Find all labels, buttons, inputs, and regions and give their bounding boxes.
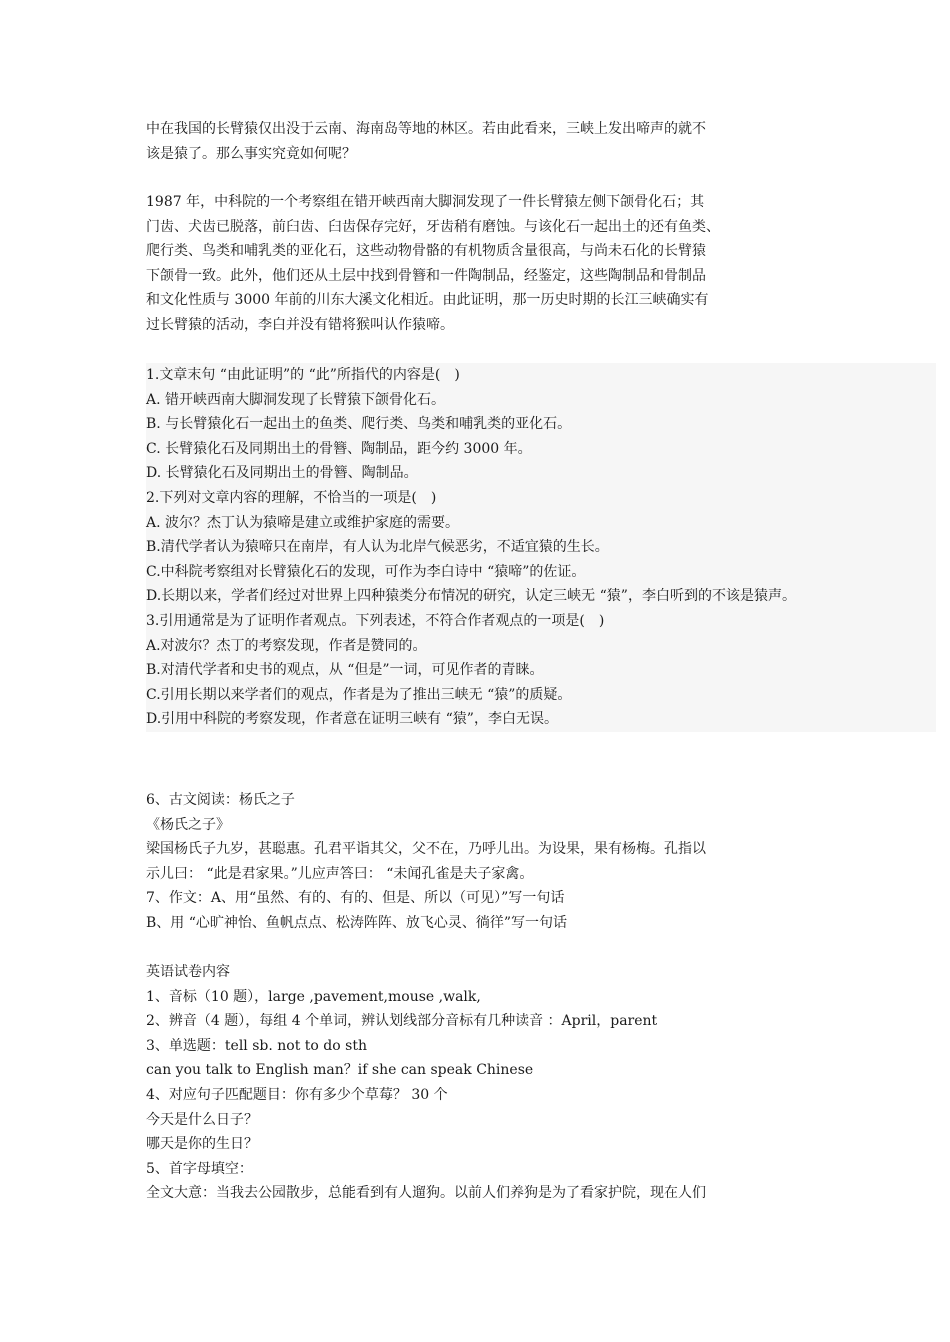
paragraph-line: 下颌骨一致。此外，他们还从土层中找到骨簪和一件陶制品，经鉴定，这些陶制品和骨制品 [146,267,706,284]
paragraph-line: 爬行类、鸟类和哺乳类的亚化石，这些动物骨骼的有机物质含量很高，与尚未石化的长臂猿 [146,243,706,260]
option-1c: C. 长臂猿化石及同期出土的骨簪、陶制品，距今约 3000 年。 [146,440,532,457]
question-section [146,363,936,732]
option-2d: D.长期以来，学者们经过对世界上四种猿类分布情况的研究，认定三峡无 “猿”，李白听到的不该是猿声。 [146,588,796,605]
question-2: 2.下列对文章内容的理解，不恰当的一项是( ) [146,489,437,506]
list-item: 全文大意：当我去公园散步，总能看到有人遛狗。以前人们养狗是为了看家护院，现在人们 [146,1185,706,1202]
paragraph-line: 门齿、犬齿已脱落，前臼齿、臼齿保存完好，牙齿稍有磨蚀。与该化石一起出土的还有鱼类、 [146,218,720,235]
paragraph-line: 过长臂猿的活动，李白并没有错将猴叫认作猿啼。 [146,316,454,333]
classical-reading-section [146,788,936,936]
question-1: 1.文章末句 “由此证明”的 “此”所指代的内容是( ) [146,367,460,383]
list-item: 哪天是你的生日？ [146,1136,258,1153]
question-3: 3.引用通常是为了证明作者观点。下列表述，不符合作者观点的一项是( ) [146,612,605,629]
option-3d: D.引用中科院的考察发现，作者意在证明三峡有 “猿”，李白无误。 [146,711,558,728]
option-1b: B. 与长臂猿化石一起出土的鱼类、爬行类、鸟类和哺乳类的亚化石。 [146,416,572,433]
passage-intro [146,117,936,166]
composition-item-a: 7、作文：A、用“虽然、有的、有的、但是、所以（可见）”写一句话 [146,890,565,907]
paragraph-line: 示儿曰： “此是君家果。”儿应声答曰： “未闻孔雀是夫子家禽。 [146,865,534,882]
section-heading: 英语试卷内容 [146,964,230,980]
option-3a: A.对波尔？杰丁的考察发现，作者是赞同的。 [146,637,427,654]
option-2c: C.中科院考察组对长臂猿化石的发现，可作为李白诗中 “猿啼”的佐证。 [146,563,586,580]
list-item: 今天是什么日子？ [146,1111,258,1128]
option-2a: A. 波尔？杰丁认为猿啼是建立或维护家庭的需要。 [146,514,460,531]
option-1a: A. 错开峡西南大脚洞发现了长臂猿下颌骨化石。 [146,391,446,408]
list-item: 3、单选题：tell sb. not to do sth [146,1037,367,1054]
list-item: 2、辨音（4 题），每组 4 个单词，辨认划线部分音标有几种读音 ：April，parent [146,1013,658,1030]
option-3c: C.引用长期以来学者们的观点，作者是为了推出三峡无 “猿”的质疑。 [146,686,572,703]
list-item: 5、首字母填空： [146,1160,253,1177]
paragraph-line: 1987 年，中科院的一个考察组在错开峡西南大脚洞发现了一件长臂猿左侧下颌骨化石；其 [146,194,705,210]
section-heading: 6、古文阅读：杨氏之子 [146,792,295,808]
passage-fossil-discovery [146,190,936,338]
paragraph-line: 和文化性质与 3000 年前的川东大溪文化相近。由此证明，那一历史时期的长江三峡确实有 [146,292,709,309]
paragraph-line: 梁国杨氏子九岁，甚聪惠。孔君平诣其父，父不在，乃呼儿出。为设果，果有杨梅。孔指以 [146,841,706,858]
list-item: 1、音标（10 题），large ,pavement,mouse ,walk, [146,988,481,1005]
option-3b: B.对清代学者和史书的观点，从 “但是”一词，可见作者的青睐。 [146,662,544,679]
option-2b: B.清代学者认为猿啼只在南岸，有人认为北岸气候恶劣，不适宜猿的生长。 [146,539,609,556]
english-exam-section [146,960,936,1206]
list-item: can you talk to English man？if she can speak Chinese [146,1062,534,1079]
paragraph-line: 该是猿了。那么事实究竟如何呢？ [146,145,356,162]
paragraph-line: 中在我国的长臂猿仅出没于云南、海南岛等地的林区。若由此看来，三峡上发出啼声的就不 [146,121,706,137]
option-1d: D. 长臂猿化石及同期出土的骨簪、陶制品。 [146,465,418,482]
text-title: 《杨氏之子》 [146,816,230,833]
list-item: 4、对应句子匹配题目：你有多少个草莓？ 30 个 [146,1086,448,1103]
composition-item-b: B、用 “心旷神怡、鱼帆点点、松涛阵阵、放飞心灵、徜徉”写一句话 [146,914,568,931]
